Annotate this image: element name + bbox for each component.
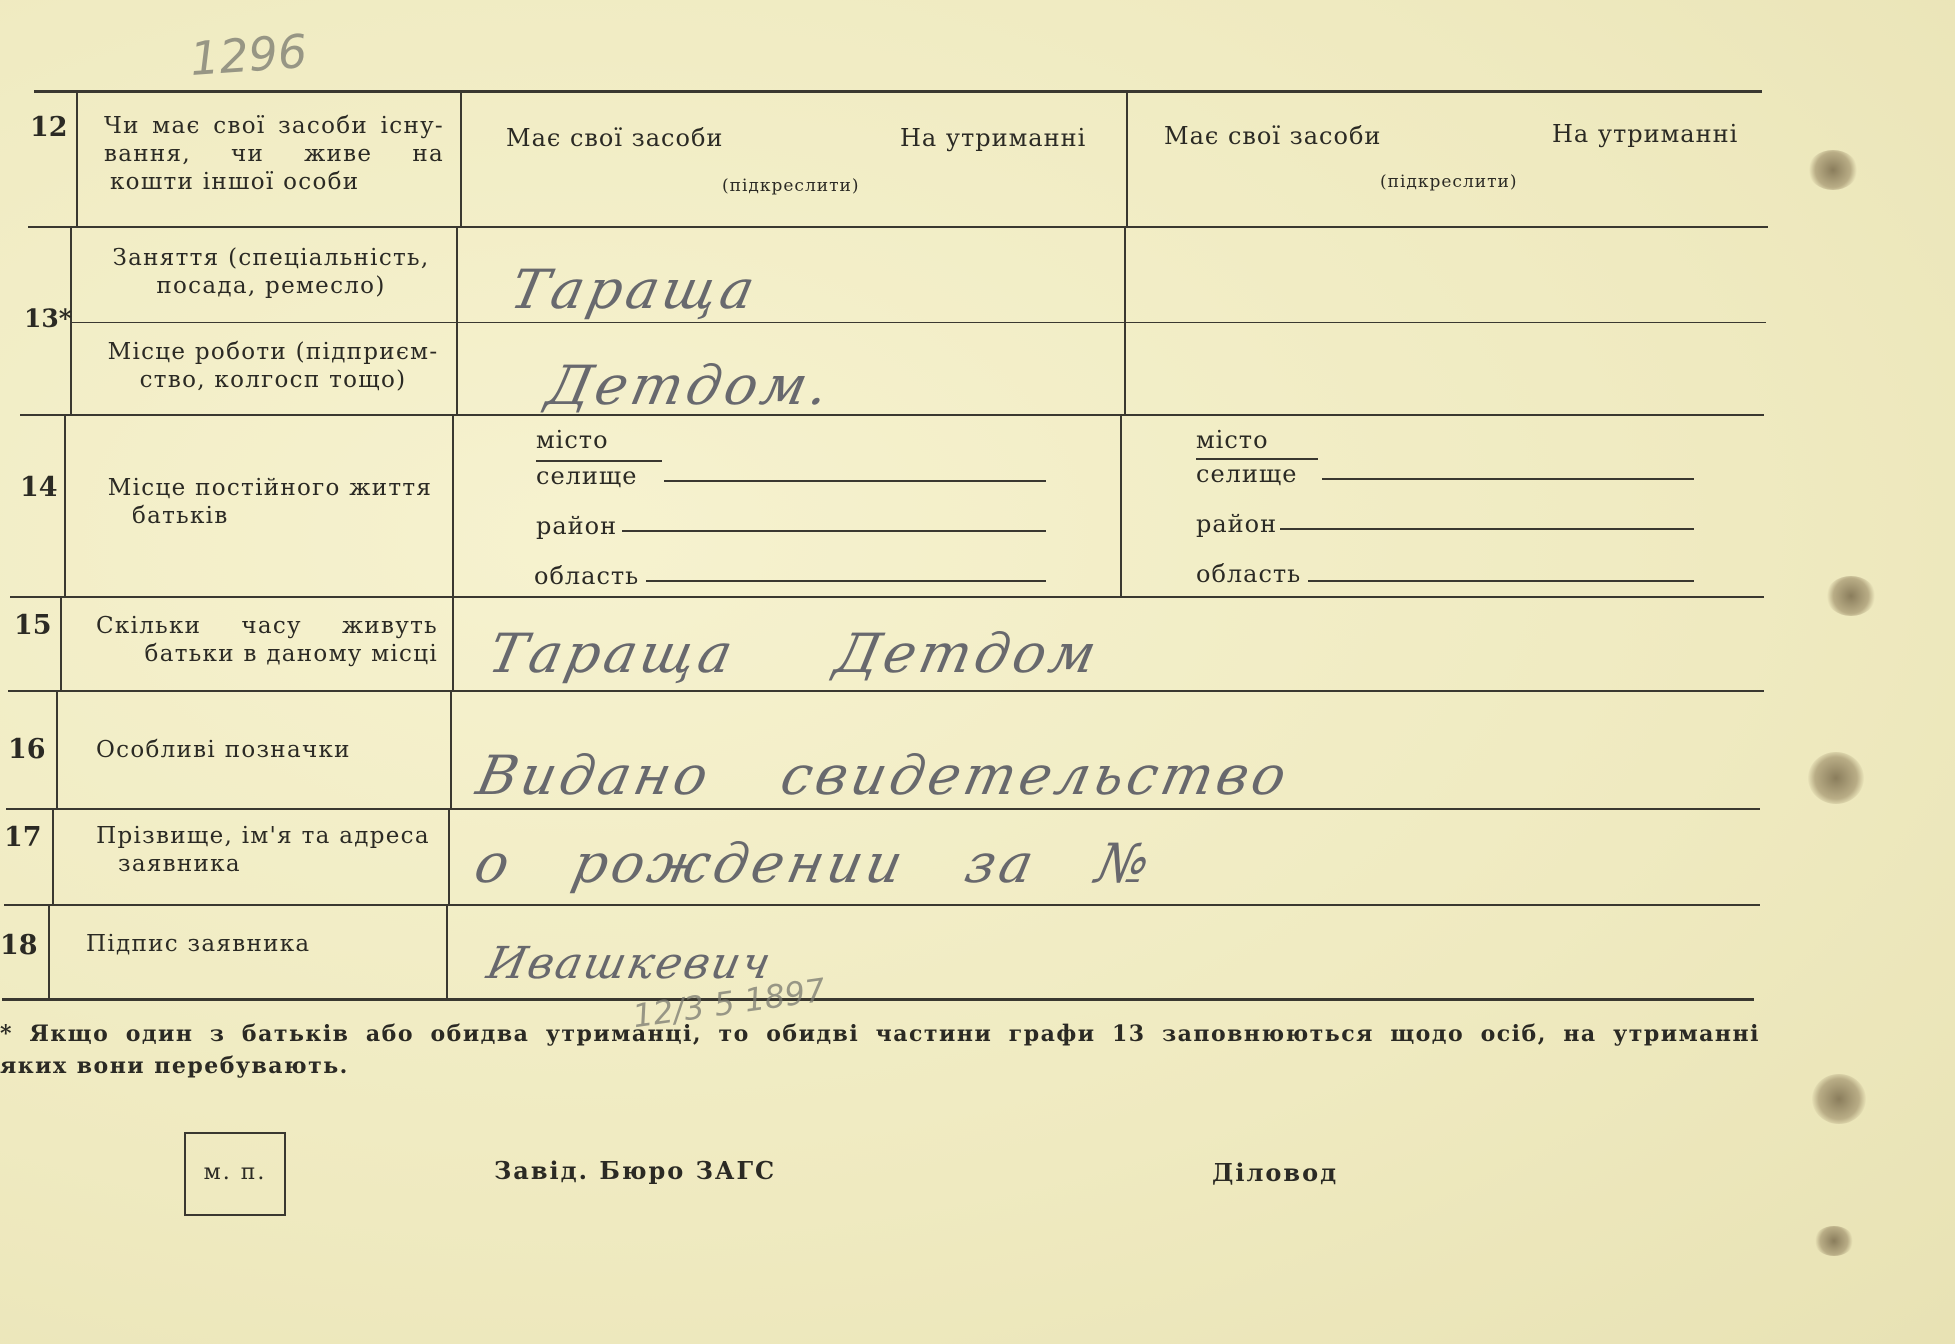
row-13b-handwritten-workplace: Детдом. [541,354,839,417]
vrule-label-col-16 [450,692,452,808]
row-14-father-region-line [646,580,1046,582]
row-14-father-district-line [622,530,1046,532]
vrule-label-col-17 [448,810,450,904]
vrule-parent-split-14 [1120,416,1122,596]
row-12-label-line: кошти іншої особи [110,169,360,195]
row-14-father-district-label: район [536,512,618,540]
row-12-number: 12 [30,112,68,143]
row-17-handwritten-value: о рождении за № [469,832,1160,895]
footnote-line-2: яких вони перебувають. [0,1053,349,1079]
row-12-mother-hint: (підкреслити) [1380,172,1518,192]
row-14-label-line: Місце постійного життя [107,475,433,501]
vrule-label-col-15 [452,598,454,690]
row-14-mother-district-line [1280,528,1694,530]
row-16-label: Особливі позначки [96,737,351,763]
rule-bottom [2,998,1754,1001]
rule-13a-13b [70,322,1766,323]
row-12-mother-dependent: На утриманні [1552,120,1739,148]
row-18-pencil-note: 12/3 5 1897 [630,970,828,1036]
footnote-line-1: * Якщо один з батьків або обидва утриманці, то обидві частини графи 13 заповнюються щодо осіб, на утриманні [0,1021,1760,1047]
rule-15-16 [8,690,1764,692]
row-15-label-line: батьки в даному місці [144,641,438,667]
row-14-mother-district-label: район [1196,510,1278,538]
vrule-label-col-18 [446,906,448,998]
row-16-number: 16 [8,734,46,765]
binding-hole [1808,752,1864,804]
vrule-number-col-16 [56,692,58,808]
row-13b-label-line: Місце роботи (підприєм- [107,339,439,365]
vrule-label-col-14 [452,416,454,596]
row-12-mother-own-means: Має свої засоби [1164,122,1382,150]
row-14-number: 14 [20,472,58,503]
registry-head-signature-label: Завід. Бюро ЗАГС [494,1156,777,1185]
row-15-handwritten-value: Тараща Детдом [483,622,1106,685]
row-13a-label-line: Заняття (спеціальність, [112,245,430,271]
row-14-father-city-label: місто [536,426,609,454]
row-14-father-region-label: область [534,562,640,590]
row-15-number: 15 [14,610,52,641]
row-12-father-own-means: Має свої засоби [506,124,724,152]
vrule-label-col-13 [456,228,458,414]
binding-hole [1812,1074,1866,1124]
row-12-father-hint: (підкреслити) [722,176,860,196]
row-14-father-village-line [664,480,1046,482]
row-13a-label-line: посада, ремесло) [156,273,386,299]
row-12-label [104,112,444,196]
row-17-number: 17 [4,822,42,853]
rule-12-13 [28,226,1768,228]
row-14-label-line: батьків [132,503,229,529]
row-14-mother-region-line [1308,580,1694,582]
row-16-handwritten-value: Видано свидетельство [471,744,1296,807]
row-18-number: 18 [0,930,38,961]
vrule-number-col-17 [52,810,54,904]
row-14-label [100,474,440,530]
row-14-mother-region-label: область [1196,560,1302,588]
row-18-handwritten-signature: Ивашкевич [482,938,777,989]
row-13b-label [96,338,450,394]
vrule-label-col [460,92,462,226]
row-14-father-village-label: селище [536,462,638,490]
vrule-number-col [76,92,78,226]
row-13a-handwritten-occupation: Тараща [505,258,764,321]
rule-top [34,90,1762,93]
seal-placeholder-box [184,1132,286,1216]
seal-placeholder-label: м. п. [203,1160,267,1185]
row-13-number: 13* [24,304,72,333]
binding-hole [1808,150,1858,190]
rule-17-18 [4,904,1760,906]
rule-13-14 [20,414,1764,416]
row-14-mother-city-label: місто [1196,426,1269,454]
vrule-number-col-18 [48,906,50,998]
row-12-father-dependent: На утриманні [900,124,1087,152]
binding-hole [1814,1226,1854,1256]
row-18-label: Підпис заявника [86,931,311,957]
vrule-number-col-15 [60,598,62,690]
row-13b-label-line: ство, колгосп тощо) [139,367,407,393]
row-15-label [96,612,438,668]
row-17-label-line: заявника [118,851,241,877]
row-12-label-line: Чи має свої засоби існу- [104,113,444,139]
clerk-signature-label: Діловод [1212,1158,1339,1187]
row-14-mother-village-label: селище [1196,460,1298,488]
rule-14-15 [10,596,1764,598]
binding-hole [1826,576,1876,616]
rule-16-17 [6,808,1760,810]
archive-pencil-mark: 1296 [188,23,309,87]
row-15-label-line: Скільки часу живуть [96,613,438,639]
row-17-label-line: Прізвище, ім'я та адреса [96,823,430,849]
row-14-mother-village-line [1322,478,1694,480]
vrule-parent-split-13 [1124,228,1126,414]
row-12-label-line: вання, чи живе на [104,141,444,167]
row-17-label [88,822,438,878]
vrule-parent-split [1126,92,1128,226]
vrule-number-col-14 [64,416,66,596]
row-13a-label [96,244,446,300]
